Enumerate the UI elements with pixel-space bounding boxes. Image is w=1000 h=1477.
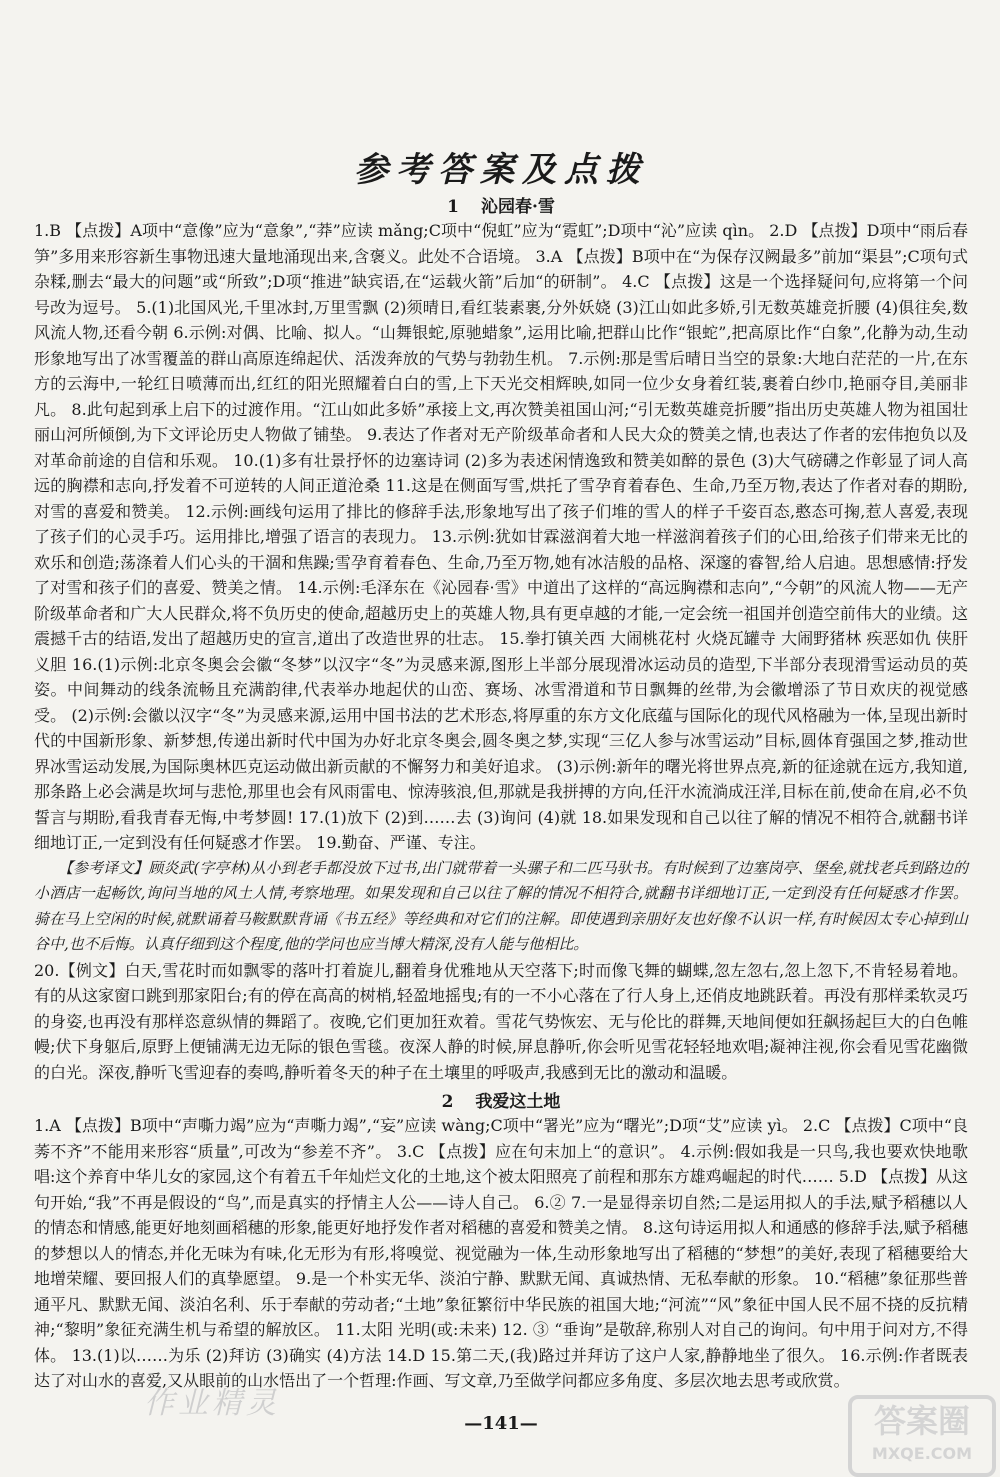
example-essay-paragraph: 20.【例文】白天,雪花时而如飘零的落叶打着旋儿,翻着身优雅地从天空落下;时而像飞舞的蝴蝶,忽左忽右,忽上忽下,不肯轻易着地。有的从这家窗口跳到那家阳台;有的停在高高的树梢,轻盈地摇曳;有的一不小心落在了行人身上,还俏皮地跳跃着。再没有那样柔软灵巧的身姿,也再没有那样恣意纵情的舞蹈了。夜晚,它们更加狂欢着。雪花气势恢宏、无与伦比的群舞,天地间便如狂飙扬起巨大的白色帷幔;伏下身躯后,原野上便铺满无边无际的银色雪毯。夜深人静的时候,屏息静听,你会听见雪花轻轻地欢唱;凝神注视,你会看见雪花幽微的白光。深夜,静听飞雪迎春的奏鸣,静听着冬天的种子在土壤里的呼吸声,我感到无比的激动和温暖。: [34, 960, 968, 1082]
watermark-logo-url: MXQE.COM: [871, 1444, 973, 1463]
section-number: 2: [441, 1092, 454, 1112]
page-title: 参考答案及点拨: [354, 150, 648, 190]
section-title: [34, 1087, 968, 1112]
section-2: [34, 1087, 968, 1394]
translation-paragraph: 【参考译文】顾炎武(字亭林)从小到老手都没放下过书,出门就带着一头骡子和二匹马驮书。有时候到了边塞岗亭、堡垒,就找老兵到路边的小酒店一起畅饮,询问当地的风土人情,考察地理。如果发现和自己以往了解的情况不相符合,就翻书详细地订正,一定到没有任何疑惑才作罢。骑在马上空闲的时候,就默诵着马鞍默默背诵《书五经》等经典和对它们的注解。即使遇到亲朋好友也好像不认识一样,有时候因太专心掉到山谷中,也不后悔。认真仔细到这个程度,他的学问也应当博大精深,没有人能与他相比。: [34, 858, 968, 953]
section-heading: 我爱这土地: [475, 1092, 561, 1112]
answer-paragraph: 1.A 【点拨】B项中“声嘶力竭”应为“声嘶力竭”,“妄”应读 wàng;C项中“署光”应为“曙光”;D项“艾”应读 yì。 2.C 【点拨】C项中“良莠不齐”不能用来形容“质量”,可改为“参差不齐”。 3.C 【点拨】应在句末加上“的意识”。 4.示例:假如我是一只鸟,我也要欢快地歌唱:这个养育中华儿女的家园,这个有着五千年灿烂文化的土地,这个被太阳照亮了前程和那东方雄鸡崛起的时代…… 5.D 【点拨】从这句开始,“我”不再是假设的“鸟”,而是真实的抒情主人公——诗人自己。 6.② 7.一是显得亲切自然;二是运用拟人的手法,赋予稻穗以人的情态和情感,能更好地刻画稻穗的形象,能更好地抒发作者对稻穗的喜爱和赞美之情。 8.这句诗运用拟人和通感的修辞手法,赋予稻穗的梦想以人的情态,并化无味为有味,化无形为有形,将嗅觉、视觉融为一体,生动形象地写出了稻穗的“梦想”的美好,表现了稻穗要给大地增荣耀、要回报人们的真挚愿望。 9.是一个朴实无华、淡泊宁静、默默无闻、真诚热情、无私奉献的形象。 10.“稻穗”象征那些普通平凡、默默无闻、淡泊名利、乐于奉献的劳动者;“土地”象征繁衍中华民族的祖国大地;“河流”“风”象征中国人民不屈不挠的反抗精神;“黎明”象征充满生机与希望的解放区。 11.太阳 光明(或:未来) 12. ③ “垂询”是敬辞,称别人对自己的询问。句中用于问对方,不得体。 13.(1)以……为乐 (2)拜访 (3)确实 (4)方法 14.D 15.第二天,(我)路过并拜访了这户人家,静静地坐了很久。 16.示例:作者既表达了对山水的喜爱,又从眼前的山水悟出了一个哲理:作画、写文章,乃至做学问都应多角度、多层次地去思考或欣赏。: [34, 1116, 968, 1390]
answer-paragraph: 1.B 【点拨】A项中“意像”应为“意象”,“莽”应读 mǎng;C项中“倪虹”应为“霓虹”;D项中“沁”应读 qìn。 2.D 【点拨】D项中“雨后春笋”多用来形容新生事物迅速大量地涌现出来,含褒义。此处不合语境。 3.A 【点拨】B项中在“为保存汉阙最多”前加“渠县”;C项句式杂糅,删去“最大的问题”或“所致”;D项“推进”缺宾语,在“运载火箭”后加“的研制”。 4.C 【点拨】这是一个选择疑问句,应将第一个问号改为逗号。 5.(1)北国风光,千里冰封,万里雪飘 (2)须晴日,看红装素裹,分外妖娆 (3)江山如此多娇,引无数英雄竞折腰 (4)俱往矣,数风流人物,还看今朝 6.示例:对偶、比喻、拟人。“山舞银蛇,原驰蜡象”,运用比喻,把群山比作“银蛇”,把高原比作“白象”,化静为动,生动形象地写出了冰雪覆盖的群山高原连绵起伏、活泼奔放的气势与勃勃生机。 7.示例:那是雪后晴日当空的景象:大地白茫茫的一片,在东方的云海中,一轮红日喷薄而出,红红的阳光照耀着白白的雪,上下天光交相辉映,如同一位少女身着红装,裹着白纱巾,艳丽夺目,美丽非凡。 8.此句起到承上启下的过渡作用。“江山如此多娇”承接上文,再次赞美祖国山河;“引无数英雄竞折腰”指出历史英雄人物为祖国壮丽山河所倾倒,为下文评论历史人物做了铺垫。 9.表达了作者对无产阶级革命者和人民大众的赞美之情,也表达了作者的宏伟抱负以及对革命前途的自信和乐观。 10.(1)多有壮景抒怀的边塞诗词 (2)多为表述闲情逸致和赞美如醉的景色 (3)大气磅礴之作彰显了词人高远的胸襟和志向,抒发着不可逆转的人间正道沧桑 11.这是在侧面写雪,烘托了雪孕育着春色、生命,乃至万物,表达了作者对春的期盼,对雪的喜爱和赞美。 12.示例:画线句运用了排比的修辞手法,形象地写出了孩子们堆的雪人的样子千姿百态,憨态可掬,惹人喜爱,表现了孩子们的心灵手巧。运用排比,增强了语言的表现力。 13.示例:犹如甘霖滋润着大地一样滋润着孩子们的心田,给孩子们带来无比的欢乐和创造;荡涤着人们心头的干涸和焦躁;雪孕育着春色、生命,乃至万物,她有冰洁般的品格、深邃的睿智,给人启迪。思想感情:抒发了对雪和孩子们的喜爱、赞美之情。 14.示例:毛泽东在《沁园春·雪》中道出了这样的“高远胸襟和志向”,“今朝”的风流人物——无产阶级革命者和广大人民群众,将不负历史的使命,超越历史上的英雄人物,具有更卓越的才能,一定会统一祖国并创造空前伟大的业绩。这震撼千古的结语,发出了超越历史的宣言,道出了改造世界的壮志。 15.拳打镇关西 大闹桃花村 火烧瓦罐寺 大闹野猪林 疾恶如仇 侠肝义胆 16.(1)示例:北京冬奥会会徽“冬梦”以汉字“冬”为灵感来源,图形上半部分展现滑冰运动员的造型,下半部分表现滑雪运动员的英姿。中间舞动的线条流畅且充满韵律,代表举办地起伏的山峦、赛场、冰雪滑道和节日飘舞的丝带,为会徽增添了节日欢庆的视觉感受。 (2)示例:会徽以汉字“冬”为灵感来源,运用中国书法的艺术形态,将厚重的东方文化底蕴与国际化的现代风格融为一体,呈现出新时代的中国新形象、新梦想,传递出新时代中国为办好北京冬奥会,圆冬奥之梦,实现“三亿人参与冰雪运动”目标,圆体育强国之梦,推动世界冰雪运动发展,为国际奥林匹克运动做出新贡献的不懈努力和美好追求。 (3)示例:新年的曙光将世界点亮,新的征途就在远方,我知道,那条路上必会满是坎坷与悲怆,那里也会有风雨雷电、惊涛骇浪,但,那就是我拼搏的方向,任汗水流淌成汪洋,目标在前,使命在肩,必不负誓言与期盼,看我青春无悔,中考梦圆! 17.(1)放下 (2)到……去 (3)询问 (4)就 18.如果发现和自己以往了解的情况不相符合,就翻书详细地订正,一定到没有任何疑惑才作罢。 19.勤奋、严谨、专注。: [34, 221, 968, 852]
section-title: [34, 192, 968, 217]
watermark-text: 作业精灵: [144, 1386, 280, 1421]
answer-page: [34, 0, 968, 1471]
answer-content: [34, 190, 968, 1394]
watermark-logo-text: 答案圈: [873, 1402, 970, 1440]
section-1: [34, 192, 968, 1085]
section-number: 1: [447, 197, 459, 217]
page-number: —141—: [464, 1413, 538, 1434]
watermark-logo: [848, 1395, 996, 1477]
section-heading: 沁园春·雪: [480, 197, 555, 217]
